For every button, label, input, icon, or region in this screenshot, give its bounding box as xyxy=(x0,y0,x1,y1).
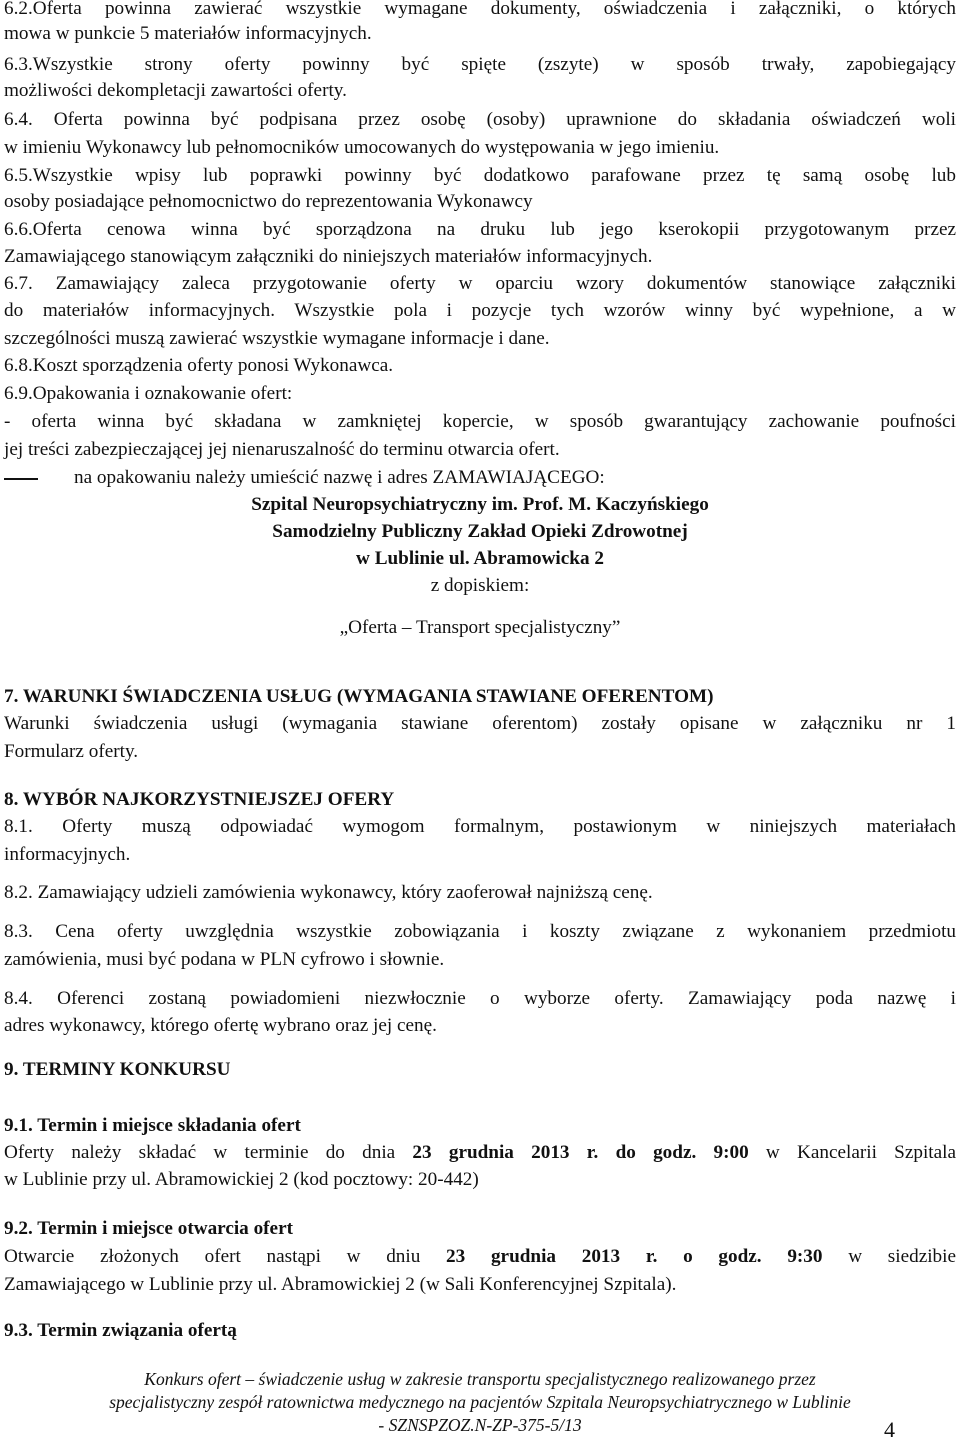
footer-line-2: specjalistyczny zespół ratownictwa medycznego na pacjentów Szpitala Neuropsychiatrycznego w Lublinie xyxy=(109,1392,851,1412)
section-9-heading: 9. TERMINY KONKURSU xyxy=(4,1059,231,1080)
para-8-4-cont: adres wykonawcy, którego ofertę wybrano oraz jej cenę. xyxy=(4,1015,437,1036)
subsection-9-1-heading: 9.1. Termin i miejsce składania ofert xyxy=(4,1115,301,1136)
para-9-2 xyxy=(4,1244,956,1270)
para-8-2: 8.2. Zamawiający udzieli zamówienia wykonawcy, który zaoferował najniższą cenę. xyxy=(4,882,653,903)
para-6-7-cont: do materiałów informacyjnych. Wszystkie pola i pozycje tych wzorów winny być wypełnione, a w xyxy=(4,300,956,321)
para-6-7-cont2: szczególności muszą zawierać wszystkie wymagane informacje i dane. xyxy=(4,328,550,349)
para-9-1-date: 23 grudnia 2013 r. do godz. 9:00 xyxy=(412,1142,749,1163)
para-6-3-cont: możliwości dekompletacji zawartości oferty. xyxy=(4,80,347,101)
address-line-2: Samodzielny Publiczny Zakład Opieki Zdrowotnej xyxy=(272,521,688,542)
section-7-heading: 7. WARUNKI ŚWIADCZENIA USŁUG (WYMAGANIA STAWIANE OFERENTOM) xyxy=(4,686,714,707)
para-6-7: 6.7. Zamawiający zaleca przygotowanie oferty w oparciu wzory dokumentów stanowiące załączniki xyxy=(4,273,956,294)
para-6-6: 6.6.Oferta cenowa winna być sporządzona na druku lub jego kserokopii przygotowanym przez xyxy=(4,219,956,240)
para-9-2-a: Otwarcie złożonych ofert nastąpi w dniu xyxy=(4,1246,447,1267)
para-8-1-cont: informacyjnych. xyxy=(4,844,131,865)
envelope-label: „Oferta – Transport specjalistyczny” xyxy=(339,617,621,638)
dash-bullet xyxy=(4,478,38,480)
para-6-4: 6.4. Oferta powinna być podpisana przez osobę (osoby) uprawnione do składania oświadczeń woli xyxy=(4,109,956,130)
para-9-1 xyxy=(4,1140,956,1166)
para-6-4-cont: w imieniu Wykonawcy lub pełnomocników umocowanych do występowania w jego imieniu. xyxy=(4,137,720,158)
para-8-3: 8.3. Cena oferty uwzględnia wszystkie zobowiązania i koszty związane z wykonaniem przedmiotu xyxy=(4,921,956,942)
para-9-1-cont: w Lublinie przy ul. Abramowickiej 2 (kod pocztowy: 20-442) xyxy=(4,1169,479,1190)
footer-line-3: - SZNSPZOZ.N-ZP-375-5/13 xyxy=(378,1415,582,1435)
para-9-2-date: 23 grudnia 2013 r. o godz. 9:30 xyxy=(446,1246,823,1267)
para-6-2: 6.2.Oferta powinna zawierać wszystkie wymagane dokumenty, oświadczenia i załączniki, o których xyxy=(4,0,956,19)
section-7-text-cont: Formularz oferty. xyxy=(4,741,139,762)
para-6-2-cont: mowa w punkcie 5 materiałów informacyjnych. xyxy=(4,23,372,44)
para-9-2-cont: Zamawiającego w Lublinie przy ul. Abramowickiej 2 (w Sali Konferencyjnej Szpitala). xyxy=(4,1274,677,1295)
para-6-9-envelope: - oferta winna być składana w zamkniętej kopercie, w sposób gwarantujący zachowanie poufności xyxy=(4,411,956,432)
page-footer xyxy=(0,1368,960,1437)
footer-line-1: Konkurs ofert – świadczenie usług w zakresie transportu specjalistycznego realizowanego przez xyxy=(144,1369,816,1389)
section-7-text: Warunki świadczenia usługi (wymagania stawiane oferentom) zostały opisane w załączniku nr 1 xyxy=(4,713,956,734)
para-6-6-cont: Zamawiającego stanowiącym załączniki do niniejszych materiałów informacyjnych. xyxy=(4,246,653,267)
para-8-1: 8.1. Oferty muszą odpowiadać wymogom formalnym, postawionym w niniejszych materiałach xyxy=(4,816,956,837)
para-8-4: 8.4. Oferenci zostaną powiadomieni niezwłocznie o wyborze oferty. Zamawiający poda nazwę i xyxy=(4,988,956,1009)
subsection-9-2-heading: 9.2. Termin i miejsce otwarcia ofert xyxy=(4,1218,293,1239)
para-9-1-c: w Kancelarii Szpitala xyxy=(748,1142,956,1163)
para-6-9: 6.9.Opakowania i oznakowanie ofert: xyxy=(4,383,293,404)
para-6-9-label-note xyxy=(4,465,956,491)
label-note-text: na opakowaniu należy umieścić nazwę i adres ZAMAWIAJĄCEGO: xyxy=(74,467,605,488)
para-6-5: 6.5.Wszystkie wpisy lub poprawki powinny być dodatkowo parafowane przez tę samą osobę lub xyxy=(4,165,956,186)
para-6-5-cont: osoby posiadające pełnomocnictwo do reprezentowania Wykonawcy xyxy=(4,191,533,212)
para-6-3: 6.3.Wszystkie strony oferty powinny być spięte (zszyte) w sposób trwały, zapobiegający xyxy=(4,54,956,75)
para-8-3-cont: zamówienia, musi być podana w PLN cyfrowo i słownie. xyxy=(4,949,445,970)
para-6-8: 6.8.Koszt sporządzenia oferty ponosi Wykonawca. xyxy=(4,355,394,376)
address-line-3: w Lublinie ul. Abramowicka 2 xyxy=(356,548,604,569)
para-9-1-a: Oferty należy składać w terminie do dnia xyxy=(4,1142,413,1163)
para-9-2-c: w siedzibie xyxy=(822,1246,956,1267)
annotation-note: z dopiskiem: xyxy=(430,575,530,596)
subsection-9-3-heading: 9.3. Termin związania ofertą xyxy=(4,1320,237,1341)
para-6-9-envelope-cont: jej treści zabezpieczającej jej nienaruszalność do terminu otwarcia ofert. xyxy=(4,439,560,460)
section-8-heading: 8. WYBÓR NAJKORZYSTNIEJSZEJ OFERY xyxy=(4,789,395,810)
page-number: 4 xyxy=(884,1417,895,1442)
address-line-1: Szpital Neuropsychiatryczny im. Prof. M. Kaczyńskiego xyxy=(251,494,709,515)
